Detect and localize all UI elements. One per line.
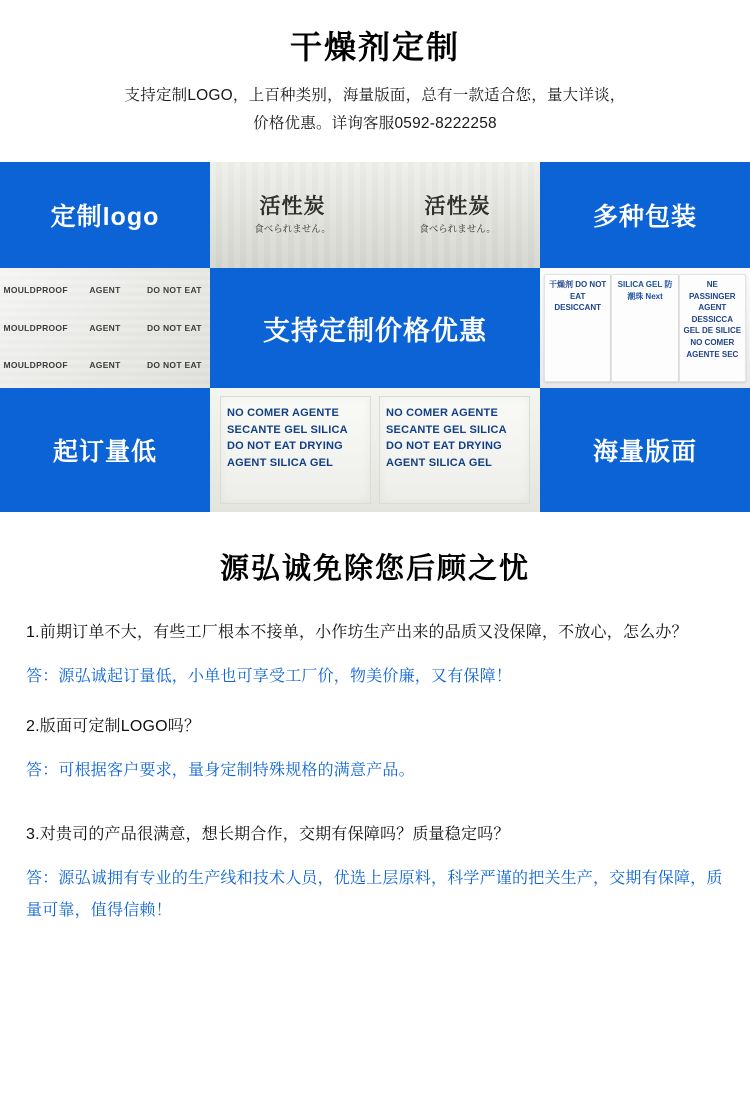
page-subtitle-line-1: 支持定制LOGO，上百种类别，海量版面，总有一款适合您，量大详谈， — [124, 87, 626, 104]
photo-text-jp-2: 活性炭 食べられません。 — [419, 195, 496, 235]
faq-spacer — [26, 805, 724, 819]
feature-grid — [0, 162, 750, 512]
faq-item — [26, 711, 724, 787]
page-title: 干燥剂定制 — [289, 29, 460, 65]
feature-label: 起订量低 — [52, 438, 157, 466]
faq-section — [0, 512, 750, 975]
page-subtitle — [95, 82, 655, 138]
photo-small-packs — [540, 268, 750, 388]
photo-label: MOULDPROOF — [3, 285, 68, 296]
faq-item — [26, 617, 724, 693]
feature-label: 多种包装 — [592, 203, 697, 231]
photo-label: AGENT — [89, 322, 121, 333]
photo-label: MOULDPROOF — [3, 322, 68, 333]
feature-cell-custom-logo — [0, 162, 210, 268]
feature-cell-low-moq — [0, 388, 210, 512]
pack-label: SILICA GEL 防潮珠 Next — [611, 274, 678, 382]
faq-title: 源弘诚免除您后顾之忧 — [219, 553, 530, 585]
feature-cell-multi-packaging — [540, 162, 750, 268]
faq-question: 3.对贵司的产品很满意，想长期合作，交期有保障吗？质量稳定吗？ — [26, 826, 510, 843]
faq-item — [26, 819, 724, 927]
photo-text-jp-1: 活性炭 食べられません。 — [254, 195, 331, 235]
photo-activated-carbon — [210, 162, 540, 268]
faq-answer: 答：源弘诚起订量低，小单也可享受工厂价，物美价廉，又有保障！ — [26, 668, 513, 685]
feature-label: 定制logo — [50, 203, 160, 231]
pack-label: NE PASSINGER AGENT DESSICCA GEL DE SILICE NO COMER AGENTE SEC — [679, 274, 746, 382]
sachet-left: NO COMER AGENTE SECANTE GEL SILICA DO NOT EAT DRYING AGENT SILICA GEL — [220, 396, 371, 504]
photo-label: AGENT — [89, 285, 121, 296]
feature-label: 海量版面 — [592, 438, 697, 466]
feature-cell-many-designs — [540, 388, 750, 512]
photo-label: MOULDPROOF — [3, 359, 68, 370]
faq-question: 2.版面可定制LOGO吗？ — [26, 718, 201, 735]
page-header — [0, 0, 750, 148]
photo-label: DO NOT EAT — [146, 322, 202, 333]
photo-label: DO NOT EAT — [146, 285, 202, 296]
faq-question: 1.前期订单不大，有些工厂根本不接单，小作坊生产出来的品质又没保障，不放心，怎么办？ — [26, 624, 688, 641]
faq-answer: 答：源弘诚拥有专业的生产线和技术人员，优选上层原料，科学严谨的把关生产，交期有保障，质量可靠，值得信赖！ — [26, 870, 723, 919]
photo-mouldproof-agent — [0, 268, 210, 388]
pack-label: 干燥剂 DO NOT EAT DESICCANT — [544, 274, 611, 382]
photo-label: AGENT — [89, 359, 121, 370]
feature-label: 支持定制价格优惠 — [263, 315, 487, 346]
photo-label: DO NOT EAT — [146, 359, 202, 370]
photo-silica-gel-sachets — [210, 388, 540, 512]
page-subtitle-line-2: 价格优惠。详询客服0592-8222258 — [253, 115, 497, 132]
sachet-right: NO COMER AGENTE SECANTE GEL SILICA DO NOT EAT DRYING AGENT SILICA GEL — [379, 396, 530, 504]
faq-answer: 答：可根据客户要求，量身定制特殊规格的满意产品。 — [26, 762, 415, 779]
feature-cell-custom-price — [210, 268, 540, 388]
